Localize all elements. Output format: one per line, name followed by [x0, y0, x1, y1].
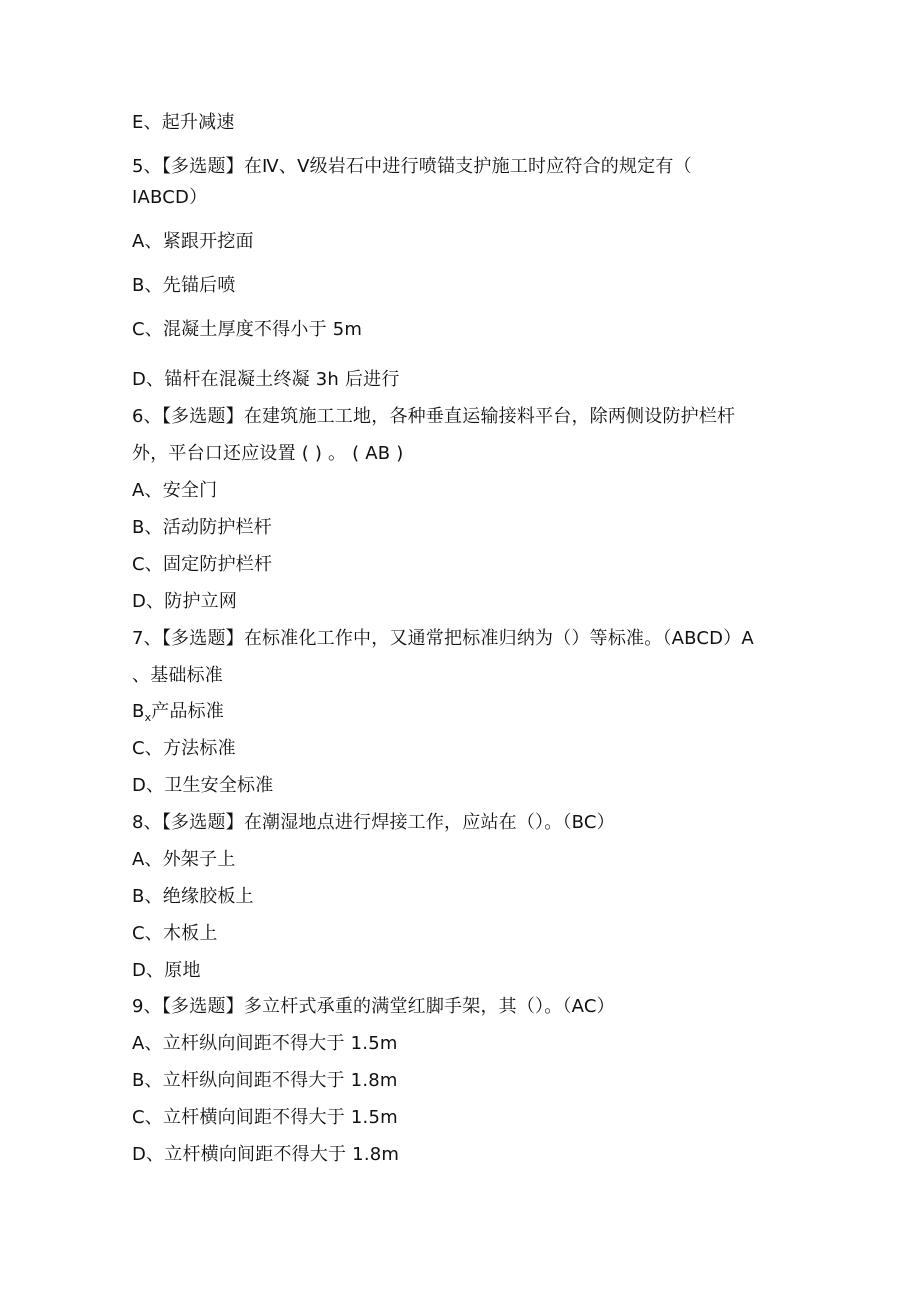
question-8-option-b: B、绝缘胶板上 — [132, 886, 254, 907]
question-9-line-1: 9、【多选题】多立杆式承重的满堂红脚手架，其（）。（AC） — [132, 996, 615, 1017]
option-b-subscript: x — [144, 711, 152, 724]
question-5-option-d: D、锚杆在混凝土终凝 3h 后进行 — [132, 369, 400, 390]
option-b-text: 产品标准 — [151, 701, 225, 722]
question-7-option-b — [132, 701, 224, 723]
question-8-option-a: A、外架子上 — [132, 849, 236, 870]
question-6-option-c: C、固定防护栏杆 — [132, 554, 273, 575]
question-8-line-1: 8、【多选题】在潮湿地点进行焊接工作，应站在（）。（BC） — [132, 812, 615, 833]
question-7-option-d: D、卫生安全标准 — [132, 775, 274, 796]
question-6-option-a: A、安全门 — [132, 480, 218, 501]
question-9-option-a: A、立杆纵向间距不得大于 1.5m — [132, 1033, 398, 1054]
question-8-option-c: C、木板上 — [132, 923, 218, 944]
question-9-option-d: D、立杆横向间距不得大于 1.8m — [132, 1144, 400, 1165]
question-5-line-1: 5、【多选题】在Ⅳ、Ⅴ级岩石中进行喷锚支护施工时应符合的规定有（ — [132, 156, 692, 177]
question-5-line-2: IABCD） — [132, 187, 208, 208]
question-7-line-2: 、基础标准 — [132, 665, 223, 686]
question-6-line-2: 外，平台口还应设置 ( ) 。 ( AB ) — [132, 443, 404, 464]
question-6-line-1: 6、【多选题】在建筑施工工地，各种垂直运输接料平台，除两侧设防护栏杆 — [132, 406, 736, 427]
question-6-option-d: D、防护立网 — [132, 591, 238, 612]
question-9-option-c: C、立杆横向间距不得大于 1.5m — [132, 1107, 398, 1128]
question-5-option-b: B、先锚后喷 — [132, 275, 236, 296]
question-9-option-b: B、立杆纵向间距不得大于 1.8m — [132, 1070, 398, 1091]
question-5-option-c: C、混凝土厚度不得小于 5m — [132, 319, 363, 340]
question-7-line-1: 7、【多选题】在标准化工作中，又通常把标准归纳为（）等标准。（ABCD）A — [132, 628, 754, 649]
option-line-e: E、起升减速 — [132, 112, 235, 133]
question-5-option-a: A、紧跟开挖面 — [132, 231, 254, 252]
question-8-option-d: D、原地 — [132, 960, 201, 981]
option-b-letter: B — [132, 701, 145, 722]
question-6-option-b: B、活动防护栏杆 — [132, 517, 272, 538]
question-7-option-c: C、方法标准 — [132, 738, 236, 759]
